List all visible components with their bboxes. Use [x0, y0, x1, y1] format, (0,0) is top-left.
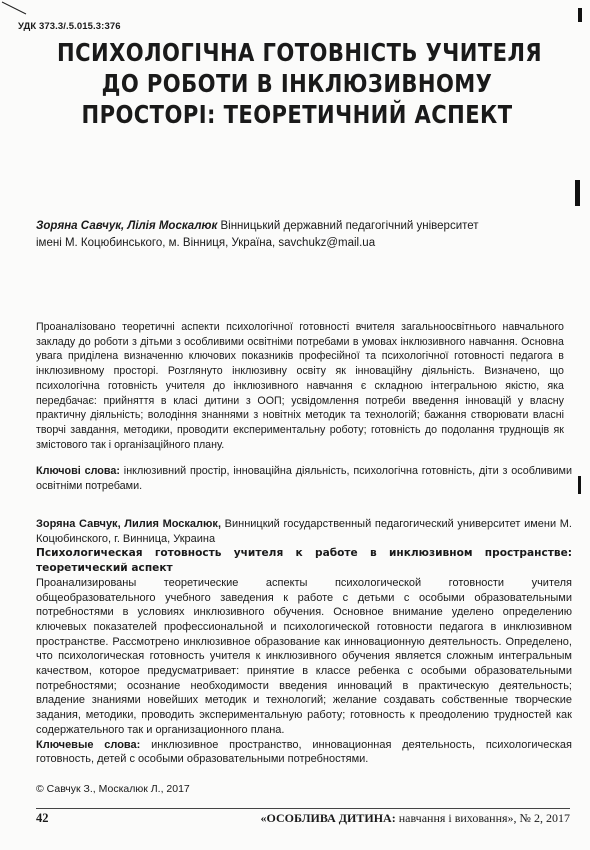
keywords-ua-text: інклюзивний простір, інноваційна діяльність, психологічна готовність, діти з особливими освітніми потребами.: [36, 465, 573, 492]
affiliation-ua-line-2: імені М. Коцюбинського, м. Вінниця, Україна, savchukz@mail.ua: [36, 237, 376, 249]
keywords-ru-text: инклюзивное пространство, инновационная деятельность, психологическая готовность, детей с особыми образовательными потребностями.: [36, 738, 572, 766]
edge-scan-mark-top: [578, 8, 582, 22]
abstract-ru: Проанализированы теоретические аспекты психологической готовности учителя общеобразовательного учебного заведения к работе с детьми с особыми образовательными потребностями в условиях инклюзивного обучения. Основное внимание уделено определению ключевых показателей профессиональной и психологической готовности педагога в инклюзивном пространстве. Рассмотрено инклюзивное образование как инновационную деятельность. Определено, что психологическая готовность учителя к инклюзивного обучения является сложным интегральным качеством, которое предусматривает: принятие в классе ребенка с особыми образовательными потребностями; осознание необходимости введения инноваций в практическую деятельность; владение знаниями новейших методик и технологий; желание создавать собственные творческие задания, методики, проводить экспериментальную работу; готовность к преодолению трудностей как содержательного так и организационного плана.: [36, 576, 572, 736]
affiliation-ru: Винницкий государственный педагогический университет имени М. Коцюбинского, г. Винница, Украина: [36, 518, 572, 545]
author-names-ua: Зоряна Савчук, Лілія Москалюк: [36, 220, 218, 232]
title-ru: Психологическая готовность учителя к работе в инклюзивном пространстве: теоретический аспект: [36, 547, 572, 575]
scan-corner-mark: [0, 0, 40, 20]
copyright-notice: © Савчук З., Москалюк Л., 2017: [36, 783, 190, 795]
edge-scan-mark-bottom: [578, 476, 581, 494]
keywords-ru-label: Ключевые слова:: [36, 738, 141, 751]
abstract-ua: Проаналізовано теоретичні аспекти психологічної готовності вчителя загальноосвітнього навчального закладу до роботи з дітьми з особливими освітніми потребами в умовах інклюзивного навчання. Основна увага приділена визначенню ключових показників професійної та психологічної готовності педагога в інклюзивному просторі. Розглянуто інклюзивну освіту як інноваційну діяльність. Визначено, що психологічна готовність учителя до інклюзивного навчання є складною інтегральною якістю, яка передбачає: прийняття в класі дитини з ООП; усвідомлення потреби введення інновацій у власну практичну діяльність; володіння знаннями з новітніх методик та технологій; бажання створювати власні творчі завдання, методики, проводити експериментальну роботу; готовність до подолання труднощів як змістового так і організаційного плану.: [36, 321, 564, 451]
journal-name: [260, 811, 570, 826]
authors-ua: [36, 218, 570, 252]
keywords-ru: [36, 738, 572, 767]
abstract-ru-block: [36, 517, 572, 767]
edge-scan-mark-middle: [575, 180, 580, 206]
keywords-ua-label: Ключові слова:: [36, 465, 120, 477]
journal-title-rest: навчання і виховання», № 2, 2017: [395, 811, 570, 825]
authors-ru: [36, 517, 572, 546]
footer-divider: [36, 808, 570, 809]
journal-title-bold: «ОСОБЛИВА ДИТИНА:: [260, 811, 396, 825]
author-names-ru: Зоряна Савчук, Лилия Москалюк,: [36, 518, 221, 530]
title-line-1: ПСИХОЛОГІЧНА ГОТОВНІСТЬ УЧИТЕЛЯ: [57, 38, 543, 67]
affiliation-ua-line-1: Вінницький державний педагогічний університет: [217, 220, 479, 232]
article-title: [57, 37, 543, 130]
title-line-2: ДО РОБОТИ В ІНКЛЮЗИВНОМУ: [101, 69, 493, 98]
page-number: 42: [36, 811, 49, 825]
keywords-ua: [36, 464, 572, 493]
udc-code: УДК 373.3/.5.015.3:376: [18, 21, 121, 32]
title-line-3: ПРОСТОРІ: ТЕОРЕТИЧНИЙ АСПЕКТ: [81, 100, 513, 129]
